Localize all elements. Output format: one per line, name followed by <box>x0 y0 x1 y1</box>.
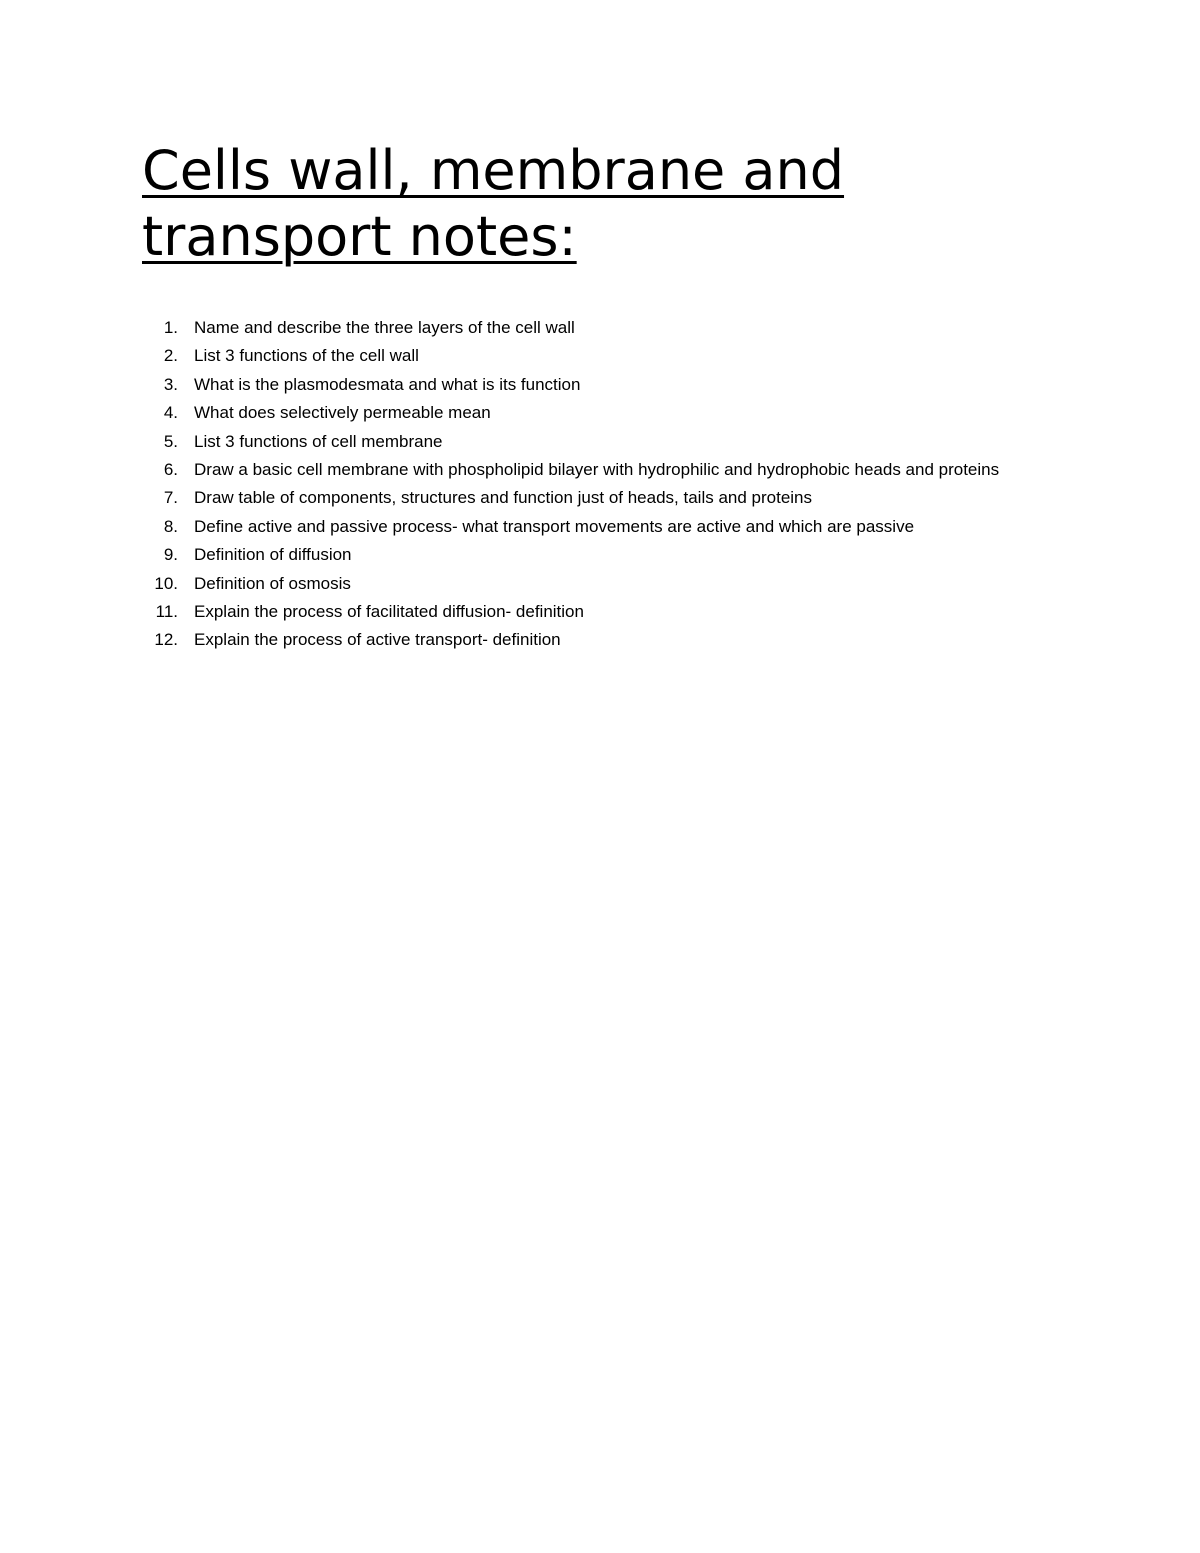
list-item-number: 1. <box>163 318 178 337</box>
list-item-text: List 3 functions of cell membrane <box>194 431 443 451</box>
list-item <box>142 513 1062 541</box>
list-item <box>142 484 1062 512</box>
list-item <box>142 541 1062 569</box>
list-item <box>142 314 1062 342</box>
list-item-number: 11. <box>155 602 178 622</box>
list-item <box>142 371 1062 399</box>
list-item-number: 3. <box>163 374 178 394</box>
list-item <box>142 428 1062 456</box>
list-item-text: Definition of diffusion <box>194 545 352 565</box>
list-item <box>142 399 1062 427</box>
list-item-text: Name and describe the three layers of the cell wall <box>194 318 575 337</box>
list-item <box>142 626 1062 654</box>
list-item-number: 7. <box>163 488 178 508</box>
list-item-text: Explain the process of active transport- definition <box>194 630 561 650</box>
list-item <box>142 342 1062 370</box>
list-item-number: 2. <box>163 346 178 366</box>
list-item-text: Define active and passive process- what transport movements are active and which are passive <box>194 516 915 536</box>
list-item <box>142 598 1062 626</box>
list-item-text: Draw table of components, structures and function just of heads, tails and proteins <box>194 488 813 508</box>
list-item-text: Draw a basic cell membrane with phospholipid bilayer with hydrophilic and hydrophobic heads and proteins <box>194 460 1000 480</box>
list-item-number: 12. <box>154 630 178 650</box>
list-item-number: 8. <box>163 516 178 536</box>
list-item-text: What does selectively permeable mean <box>194 403 491 423</box>
list-item <box>142 456 1062 484</box>
list-item-number: 10. <box>154 573 178 593</box>
list-item-text: List 3 functions of the cell wall <box>194 346 419 366</box>
question-list <box>142 314 1062 655</box>
list-item-number: 5. <box>163 431 178 451</box>
page-title: Cells wall, membrane and transport notes: <box>142 139 845 268</box>
list-item-number: 6. <box>163 460 178 480</box>
list-item-number: 9. <box>163 545 178 565</box>
list-item-number: 4. <box>163 403 178 423</box>
list-item-text: What is the plasmodesmata and what is its function <box>194 374 581 394</box>
list-item-text: Definition of osmosis <box>194 573 351 593</box>
list-item-text: Explain the process of facilitated diffusion- definition <box>194 602 584 622</box>
list-item <box>142 570 1062 598</box>
